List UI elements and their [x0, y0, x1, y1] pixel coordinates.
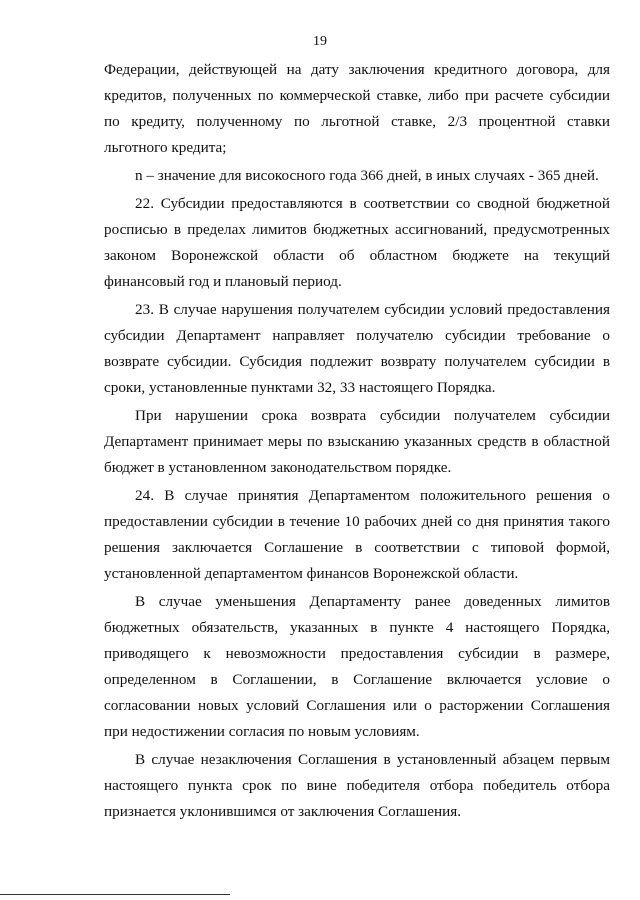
paragraph-continuation: Федерации, действующей на дату заключения кредитного договора, для кредитов, полученных по коммерческой ставке, либо при расчете субсидии по кредиту, полученному по льготной ставке, 2/3 процентной ставки льготного кредита;	[104, 61, 610, 156]
paragraph-n-definition: n – значение для високосного года 366 дней, в иных случаях - 365 дней.	[135, 167, 599, 184]
paragraph-23: 23. В случае нарушения получателем субсидии условий предоставления субсидии Департамент направляет получателю субсидии требование о возврате субсидии. Субсидия подлежит возврату получателем субсидии в сроки, установленные пунктами 32, 33 настоящего Порядка.	[104, 301, 610, 396]
paragraph-23-violation: При нарушении срока возврата субсидии получателем субсидии Департамент принимает меры по взысканию указанных средств в областной бюджет в установленном законодательством порядке.	[104, 407, 610, 476]
paragraph-24-nonconclusion: В случае незаключения Соглашения в установленный абзацем первым настоящего пункта срок по вине победителя отбора победитель отбора признается уклонившимся от заключения Соглашения.	[104, 751, 610, 820]
paragraph-24-limits: В случае уменьшения Департаменту ранее доведенных лимитов бюджетных обязательств, указанных в пункте 4 настоящего Порядка, приводящего к невозможности предоставления субсидии в размере, определенном в Соглашении, в Соглашение включается условие о согласовании новых условий Соглашения или о расторжении Соглашения при недостижении согласия по новым условиям.	[104, 593, 610, 740]
paragraph-22: 22. Субсидии предоставляются в соответствии со сводной бюджетной росписью в пределах лимитов бюджетных ассигнований, предусмотренных законом Воронежской области об областном бюджете на текущий финансовый год и плановый период.	[104, 195, 610, 290]
document-body	[104, 57, 610, 827]
paragraph-24: 24. В случае принятия Департаментом положительного решения о предоставлении субсидии в течение 10 рабочих дней со дня принятия такого решения заключается Соглашение в соответствии с типовой формой, установленной департаментом финансов Воронежской области.	[104, 487, 610, 582]
footer-divider	[0, 894, 230, 895]
page-number: 19	[313, 34, 327, 49]
